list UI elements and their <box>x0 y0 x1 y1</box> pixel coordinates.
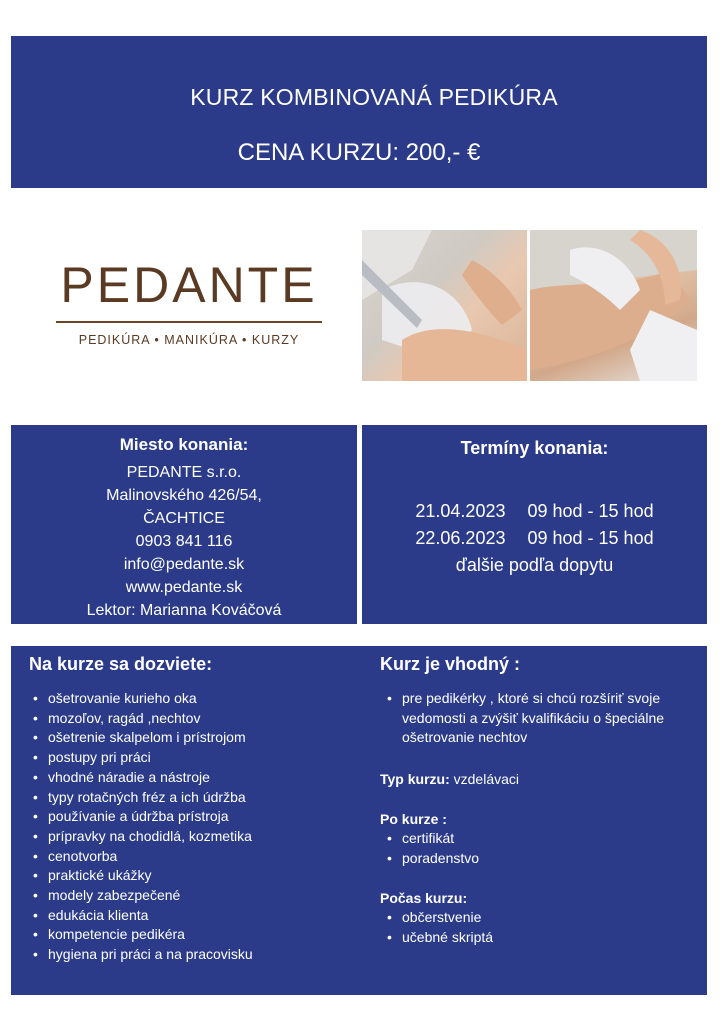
list-item: • kompetencie pedikéra <box>31 925 351 945</box>
learn-heading: Na kurze sa dozviete: <box>29 654 213 674</box>
list-item: • praktické ukážky <box>31 866 351 886</box>
list-item: • používanie a údržba prístroja <box>31 807 351 827</box>
pedicure-photo-left <box>362 230 527 381</box>
logo-rule <box>56 321 322 323</box>
venue-phone[interactable]: 0903 841 116 <box>135 533 233 550</box>
date-row <box>362 498 707 525</box>
list-item: • certifikát <box>385 829 479 849</box>
list-item: • ošetrovanie kurieho oka <box>31 689 351 709</box>
list-item: • občerstvenie <box>385 908 493 928</box>
list-item: • hygiena pri práci a na pracovisku <box>31 945 351 965</box>
list-item: • pre pedikérky , ktoré si chcú rozšíriť svoje vedomosti a zvýšiť kvalifikáciu o špeciálne ošetrovanie nechtov <box>385 689 699 748</box>
info-panel <box>11 646 707 995</box>
list-item: • učebné skriptá <box>385 928 493 948</box>
suitable-heading: Kurz je vhodný : <box>380 654 521 674</box>
course-type <box>380 769 519 789</box>
time-value: 09 hod - 15 hod <box>527 501 654 521</box>
venue-city: ČACHTICE <box>143 510 225 527</box>
after-course-list <box>385 829 479 868</box>
list-item: • ošetrenie skalpelom i prístrojom <box>31 728 351 748</box>
course-type-label: Typ kurzu: <box>380 771 450 787</box>
venue-panel <box>11 425 357 624</box>
list-item: • edukácia klienta <box>31 906 351 926</box>
date-row <box>362 525 707 552</box>
list-item: • cenotvorba <box>31 847 351 867</box>
dates-panel <box>362 425 707 624</box>
venue-email[interactable]: info@pedante.sk <box>123 556 245 573</box>
during-course-label: Počas kurzu: <box>380 890 468 906</box>
dates-label: Termíny konania: <box>460 438 609 458</box>
list-item: • prípravky na chodidlá, kozmetika <box>31 827 351 847</box>
list-item: • postupy pri práci <box>31 748 351 768</box>
list-item: • modely zabezpečené <box>31 886 351 906</box>
venue-street: Malinovského 426/54, <box>106 487 262 504</box>
list-item: • poradenstvo <box>385 849 479 869</box>
list-item: • mozoľov, ragád ,nechtov <box>31 709 351 729</box>
header-banner <box>11 36 707 188</box>
date-value: 21.04.2023 <box>415 501 506 521</box>
after-course-label: Po kurze : <box>380 811 447 827</box>
list-item: • vhodné náradie a nástroje <box>31 768 351 788</box>
course-title: KURZ KOMBINOVANÁ PEDIKÚRA <box>190 84 558 110</box>
course-type-value: vzdelávaci <box>449 771 520 787</box>
venue-lecturer: Lektor: Marianna Kováčová <box>86 602 282 619</box>
dates-extra: ďalšie podľa dopytu <box>455 555 614 575</box>
pedicure-photo-right <box>530 230 697 381</box>
venue-website[interactable]: www.pedante.sk <box>125 579 243 596</box>
venue-label: Miesto konania: <box>119 435 249 454</box>
time-value: 09 hod - 15 hod <box>527 528 654 548</box>
list-item: • typy rotačných fréz a ich údržba <box>31 788 351 808</box>
venue-company: PEDANTE s.r.o. <box>126 464 242 481</box>
during-course-list <box>385 908 493 947</box>
logo-tagline: PEDIKÚRA • MANIKÚRA • KURZY <box>78 333 300 347</box>
date-value: 22.06.2023 <box>415 528 506 548</box>
learn-list <box>31 689 351 965</box>
course-price: CENA KURZU: 200,- € <box>237 139 481 166</box>
suitable-list <box>385 689 699 748</box>
logo-brand: PEDANTE <box>60 257 318 313</box>
pedante-logo <box>56 255 322 355</box>
